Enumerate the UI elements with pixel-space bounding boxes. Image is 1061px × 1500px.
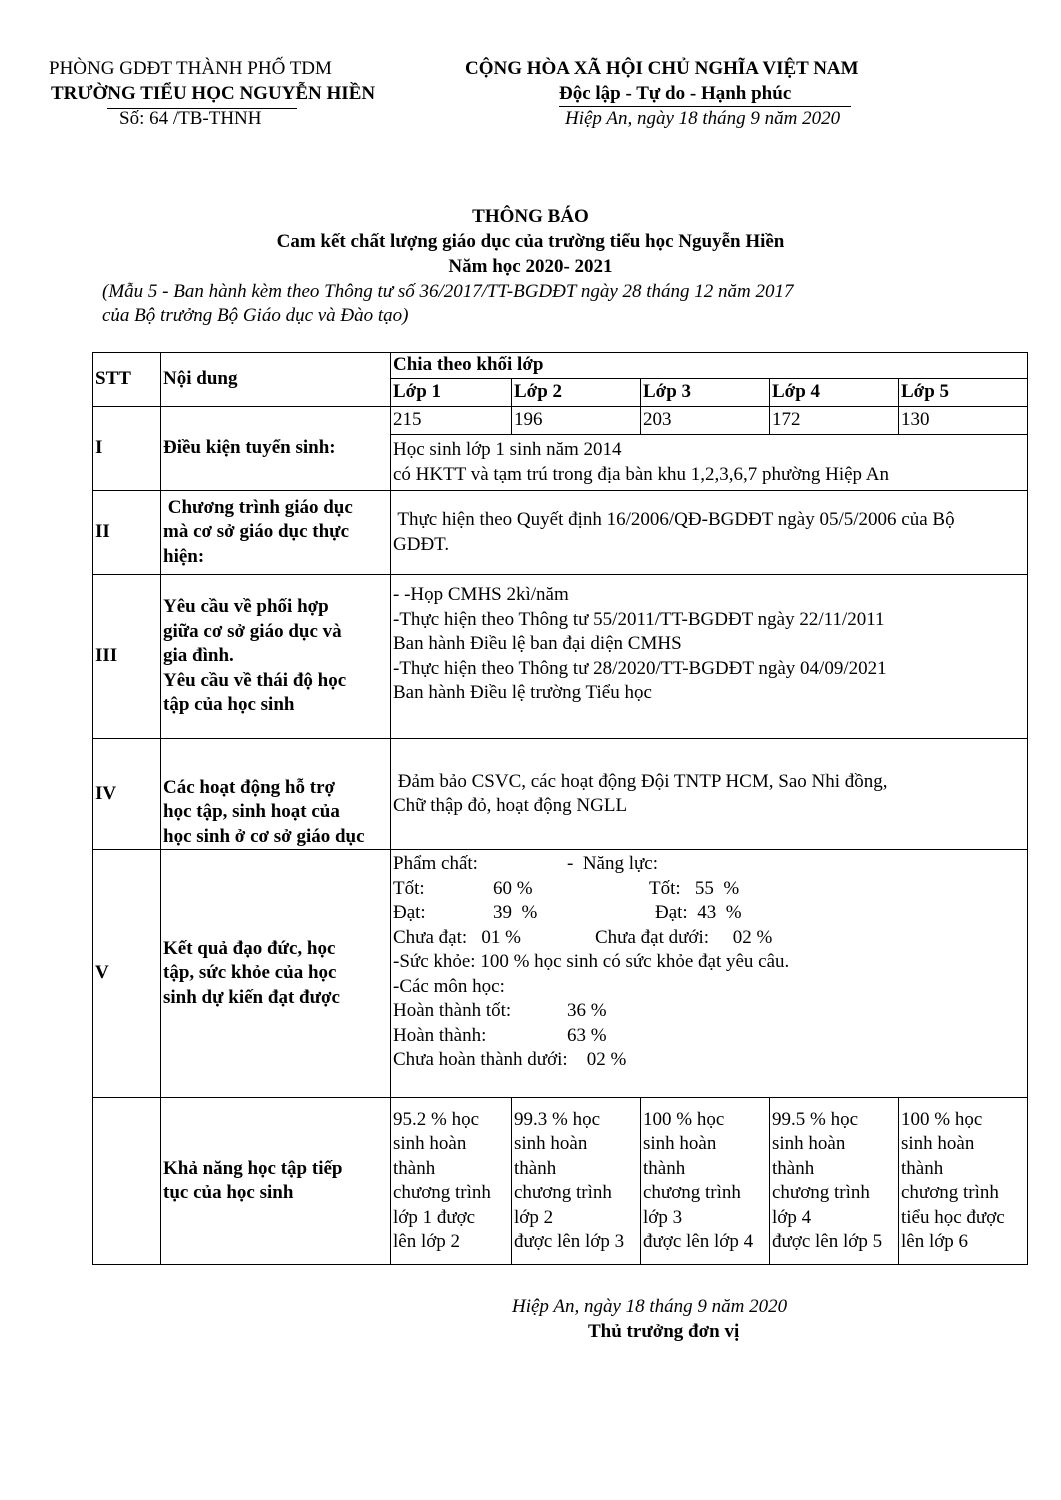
department-name: PHÒNG GDĐT THÀNH PHỐ TDM bbox=[49, 58, 332, 79]
row-3-line-3: Ban hành Điều lệ ban đại diện CMHS bbox=[393, 633, 682, 654]
cont-3-line-2: sinh hoàn bbox=[643, 1133, 717, 1154]
row-2-label-line-2: mà cơ sở giáo dục thực bbox=[163, 521, 350, 543]
row-4-label bbox=[161, 739, 391, 850]
row-1-label: Điều kiện tuyển sinh: bbox=[161, 407, 391, 491]
commitment-table bbox=[92, 352, 1028, 1265]
row-4-line-2: Chữ thập đỏ, hoạt động NGLL bbox=[393, 795, 628, 816]
row-3-label-line-5: tập của học sinh bbox=[163, 694, 295, 716]
footer-place-date: Hiệp An, ngày 18 tháng 9 năm 2020 bbox=[512, 1296, 788, 1317]
cont-3-line-4: chương trình bbox=[643, 1182, 741, 1203]
continuation-grade-4 bbox=[770, 1098, 899, 1265]
row-4-label-line-2: học tập, sinh hoạt của bbox=[163, 801, 340, 822]
excellent-value: 36 % bbox=[567, 1000, 607, 1021]
row-5-label-line-1: Kết quả đạo đức, học bbox=[163, 937, 336, 959]
row-continuation bbox=[93, 1098, 1028, 1265]
continuation-grade-5 bbox=[899, 1098, 1028, 1265]
row-3-label bbox=[161, 575, 391, 739]
row-5-label bbox=[161, 850, 391, 1098]
row-1-stt: I bbox=[93, 407, 161, 491]
row-4-line-1: Đảm bảo CSVC, các hoạt động Đội TNTP HCM, Sao Nhi đồng, bbox=[393, 770, 888, 792]
header-stt: STT bbox=[93, 353, 161, 407]
cont-5-line-3: thành bbox=[901, 1157, 944, 1179]
country-name: CỘNG HÒA XÃ HỘI CHỦ NGHĨA VIỆT NAM bbox=[465, 58, 859, 79]
cont-4-line-1: 99.5 % học bbox=[772, 1108, 859, 1130]
subjects-text: -Các môn học: bbox=[393, 975, 505, 997]
row-3-line-1: - -Họp CMHS 2kì/năm bbox=[393, 584, 569, 605]
cont-2-line-4: chương trình bbox=[514, 1182, 612, 1203]
results-pass-line bbox=[393, 901, 1025, 926]
page-title: THÔNG BÁO bbox=[472, 206, 589, 227]
national-motto: Độc lập - Tự do - Hạnh phúc bbox=[559, 83, 792, 104]
results-good-line bbox=[393, 877, 1025, 902]
pass-quality-value: 39 % bbox=[493, 902, 538, 923]
cont-1-line-6: lên lớp 2 bbox=[393, 1231, 461, 1252]
signer-title: Thủ trưởng đơn vị bbox=[588, 1321, 740, 1342]
grade-header-3: Lớp 3 bbox=[641, 379, 770, 407]
quality-label: Phẩm chất: bbox=[393, 853, 478, 874]
cont-2-line-2: sinh hoàn bbox=[514, 1133, 588, 1154]
health-text: -Sức khỏe: 100 % học sinh có sức khỏe đạt yêu câu. bbox=[393, 951, 790, 972]
document-number: Số: 64 /TB-THNH bbox=[119, 108, 262, 129]
row-2-content bbox=[391, 491, 1028, 575]
row-counts bbox=[93, 407, 1028, 435]
completed-value: 63 % bbox=[567, 1024, 607, 1046]
competence-label: - Năng lực: bbox=[567, 853, 659, 874]
row-results bbox=[93, 850, 1028, 1098]
cont-2-line-1: 99.3 % học bbox=[514, 1108, 601, 1130]
cont-2-line-6: được lên lớp 3 bbox=[514, 1231, 625, 1252]
header-grade-group: Chia theo khối lớp bbox=[391, 353, 1028, 379]
row-5-stt: V bbox=[93, 850, 161, 1098]
completed-line bbox=[393, 1024, 1025, 1049]
motto-underline bbox=[559, 106, 851, 107]
row-1-content bbox=[391, 435, 1028, 491]
row-2-stt: II bbox=[93, 491, 161, 575]
cont-5-line-4: chương trình bbox=[901, 1182, 999, 1203]
fail-quality: Chưa đạt: 01 % bbox=[393, 926, 521, 948]
grade-count-2: 196 bbox=[512, 407, 641, 435]
grade-count-5: 130 bbox=[899, 407, 1028, 435]
row-3-stt: III bbox=[93, 575, 161, 739]
cont-5-line-2: sinh hoàn bbox=[901, 1133, 975, 1154]
row-3-line-4: -Thực hiện theo Thông tư 28/2020/TT-BGDĐT ngày 04/09/2021 bbox=[393, 657, 887, 679]
cont-4-line-3: thành bbox=[772, 1157, 815, 1179]
cont-2-line-3: thành bbox=[514, 1157, 557, 1179]
pass-competence-value: Đạt: 43 % bbox=[655, 902, 742, 923]
excellent-line bbox=[393, 999, 1025, 1024]
health-line bbox=[393, 950, 1025, 975]
cont-4-line-5: lớp 4 bbox=[772, 1206, 812, 1228]
school-year: Năm học 2020- 2021 bbox=[448, 256, 613, 277]
row-6-label-line-1: Khả năng học tập tiếp bbox=[163, 1157, 343, 1179]
not-completed-text: Chưa hoàn thành dưới: 02 % bbox=[393, 1049, 627, 1070]
row-4-label-line-1: Các hoạt động hỗ trợ bbox=[163, 776, 336, 798]
row-6-label-line-2: tục của học sinh bbox=[163, 1182, 294, 1203]
grade-count-3: 203 bbox=[641, 407, 770, 435]
row-6-label bbox=[161, 1098, 391, 1265]
header-row-1 bbox=[93, 353, 1028, 379]
page-subtitle: Cam kết chất lượng giáo dục của trường tiểu học Nguyễn Hiền bbox=[276, 231, 785, 252]
cont-5-line-6: lên lớp 6 bbox=[901, 1231, 969, 1252]
row-1-line-2: có HKTT và tạm trú trong địa bàn khu 1,2,3,6,7 phường Hiệp An bbox=[393, 463, 889, 485]
not-completed-line bbox=[393, 1048, 1025, 1073]
cont-1-line-5: lớp 1 được bbox=[393, 1206, 476, 1228]
cont-4-line-2: sinh hoàn bbox=[772, 1133, 846, 1154]
cont-1-line-4: chương trình bbox=[393, 1182, 491, 1203]
row-3-line-2: -Thực hiện theo Thông tư 55/2011/TT-BGDĐT ngày 22/11/2011 bbox=[393, 608, 885, 630]
row-program bbox=[93, 491, 1028, 575]
row-4-label-line-3: học sinh ở cơ sở giáo dục bbox=[163, 825, 365, 847]
excellent-label: Hoàn thành tốt: bbox=[393, 1000, 512, 1021]
row-2-line-2: GDĐT. bbox=[393, 533, 450, 555]
cont-4-line-4: chương trình bbox=[772, 1182, 870, 1203]
grade-count-4: 172 bbox=[770, 407, 899, 435]
row-activities bbox=[93, 739, 1028, 850]
grade-header-5: Lớp 5 bbox=[899, 379, 1028, 407]
good-label: Tốt: bbox=[393, 877, 425, 899]
good-competence-value: Tốt: 55 % bbox=[649, 877, 740, 899]
results-heading-line bbox=[393, 852, 1025, 877]
cont-1-line-2: sinh hoàn bbox=[393, 1133, 467, 1154]
row-2-label bbox=[161, 491, 391, 575]
grade-header-2: Lớp 2 bbox=[512, 379, 641, 407]
cont-3-line-5: lớp 3 bbox=[643, 1206, 683, 1228]
cont-5-line-5: tiểu học được bbox=[901, 1206, 1005, 1228]
row-2-label-line-3: hiện: bbox=[163, 545, 205, 567]
cont-1-line-3: thành bbox=[393, 1157, 436, 1179]
cont-2-line-5: lớp 2 bbox=[514, 1206, 554, 1228]
row-5-label-line-3: sinh dự kiến đạt được bbox=[163, 986, 340, 1008]
row-4-stt: IV bbox=[93, 739, 161, 850]
completed-label: Hoàn thành: bbox=[393, 1024, 487, 1046]
good-quality-value: 60 % bbox=[493, 877, 533, 899]
fail-competence: Chưa đạt dưới: 02 % bbox=[595, 926, 773, 948]
cont-3-line-6: được lên lớp 4 bbox=[643, 1231, 754, 1252]
row-6-stt bbox=[93, 1098, 161, 1265]
pass-label: Đạt: bbox=[393, 902, 426, 923]
cont-3-line-1: 100 % học bbox=[643, 1108, 725, 1130]
row-3-label-line-4: Yêu cầu về thái độ học bbox=[163, 669, 347, 691]
continuation-grade-3 bbox=[641, 1098, 770, 1265]
row-3-label-line-1: Yêu cầu về phối hợp bbox=[163, 596, 329, 618]
continuation-grade-1 bbox=[391, 1098, 512, 1265]
row-3-label-line-2: giữa cơ sở giáo dục và bbox=[163, 620, 342, 642]
header-place-date: Hiệp An, ngày 18 tháng 9 năm 2020 bbox=[565, 108, 841, 129]
row-cooperation bbox=[93, 575, 1028, 739]
row-2-label-line-1: Chương trình giáo dục bbox=[163, 496, 353, 518]
cont-4-line-6: được lên lớp 5 bbox=[772, 1231, 883, 1252]
row-5-content bbox=[391, 850, 1028, 1098]
template-note-line2: của Bộ trưởng Bộ Giáo dục và Đào tạo) bbox=[102, 305, 409, 326]
school-name: TRƯỜNG TIỂU HỌC NGUYỄN HIỀN bbox=[51, 83, 376, 104]
continuation-grade-2 bbox=[512, 1098, 641, 1265]
row-2-line-1: Thực hiện theo Quyết định 16/2006/QĐ-BGDĐT ngày 05/5/2006 của Bộ bbox=[393, 509, 955, 530]
row-3-label-line-3: gia đình. bbox=[163, 645, 234, 667]
grade-count-1: 215 bbox=[391, 407, 512, 435]
cont-1-line-1: 95.2 % học bbox=[393, 1108, 480, 1130]
results-fail-line bbox=[393, 926, 1025, 951]
grade-header-4: Lớp 4 bbox=[770, 379, 899, 407]
cont-5-line-1: 100 % học bbox=[901, 1108, 983, 1130]
template-note-line1: (Mẫu 5 - Ban hành kèm theo Thông tư số 36/2017/TT-BGDĐT ngày 28 tháng 12 năm 2017 bbox=[102, 281, 794, 302]
header-content: Nội dung bbox=[161, 353, 391, 407]
row-4-content bbox=[391, 739, 1028, 850]
subjects-line bbox=[393, 975, 1025, 1000]
row-3-content bbox=[391, 575, 1028, 739]
cont-3-line-3: thành bbox=[643, 1157, 686, 1179]
row-3-line-5: Ban hành Điều lệ trường Tiểu học bbox=[393, 682, 652, 703]
row-5-label-line-2: tập, sức khỏe của học bbox=[163, 962, 337, 984]
row-1-line-1: Học sinh lớp 1 sinh năm 2014 bbox=[393, 439, 622, 460]
grade-header-1: Lớp 1 bbox=[391, 379, 512, 407]
